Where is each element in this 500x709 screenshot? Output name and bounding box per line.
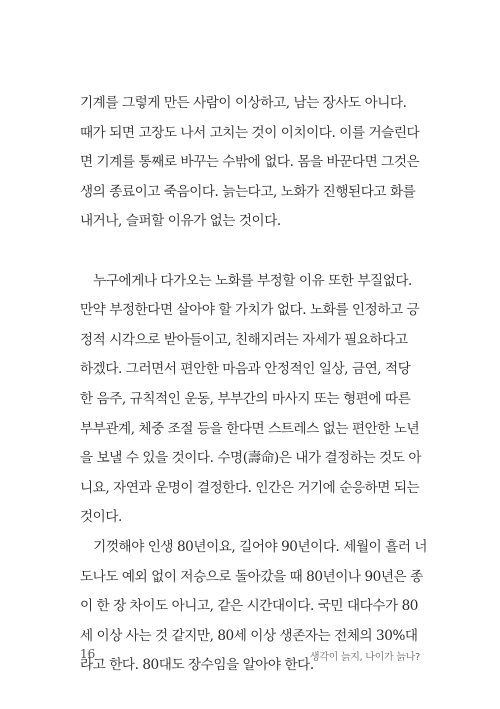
text-line: 정적 시각으로 받아들이고, 친해지려는 자세가 필요하다고 — [80, 331, 408, 348]
text-line-content: 기껏해야 인생 80년이요, 길어야 90년이다. 세월이 흘러 너 — [93, 538, 428, 555]
text-line: 도나도 예외 없이 저승으로 돌아갔을 때 80년이나 90년은 종 — [80, 568, 423, 585]
text-line: 내거나, 슬퍼할 이유가 없는 것이다. — [80, 213, 281, 230]
text-line: 라고 한다. 80대도 장수임을 알아야 한다. — [80, 657, 314, 674]
paragraph-1 — [80, 89, 420, 237]
text-line: 니요, 자연과 운명이 결정한다. 인간은 거기에 순응하면 되는 — [80, 479, 420, 496]
page-number: 16 — [80, 647, 96, 661]
text-line: 세 이상 사는 것 같지만, 80세 이상 생존자는 전체의 30%대 — [80, 627, 418, 644]
text-line: 것이다. — [80, 509, 122, 526]
text-line: 이 한 장 차이도 아니고, 같은 시간대이다. 국민 대다수가 80 — [80, 598, 418, 615]
running-title: 생각이 늙지, 나이가 늙나? — [309, 652, 420, 663]
text-line: 기계를 그렇게 만든 사람이 이상하고, 남는 장사도 아니다. — [80, 95, 407, 111]
paragraph-2 — [80, 267, 420, 533]
text-line — [80, 267, 420, 297]
text-line: 한 음주, 규칙적인 운동, 부부간의 마사지 또는 형편에 따른 — [80, 390, 411, 407]
text-line: 생의 종료이고 죽음이다. 늙는다고, 노화가 진행된다고 화를 — [80, 183, 416, 200]
text-line — [80, 533, 428, 563]
text-line: 부부관계, 체중 조절 등을 한다면 스트레스 없는 편안한 노년 — [80, 420, 420, 437]
text-line: 을 보낼 수 있을 것이다. 수명(壽命)은 내가 결정하는 것도 아 — [80, 450, 422, 467]
text-line: 하겠다. 그러면서 편안한 마음과 안정적인 일상, 금연, 적당 — [80, 361, 411, 378]
page-footer — [80, 647, 420, 663]
text-line-content: 누구에게나 다가오는 노화를 부정할 이유 또한 부질없다. — [93, 272, 412, 289]
text-line: 때가 되면 고장도 나서 고치는 것이 이치이다. 이를 거슬린다 — [80, 124, 420, 141]
body-text — [80, 89, 428, 681]
text-line: 면 기계를 통째로 바꾸는 수밖에 없다. 몸을 바꾼다면 그것은 — [80, 154, 420, 171]
text-line: 만약 부정한다면 살아야 할 가치가 없다. 노화를 인정하고 긍 — [80, 302, 420, 319]
